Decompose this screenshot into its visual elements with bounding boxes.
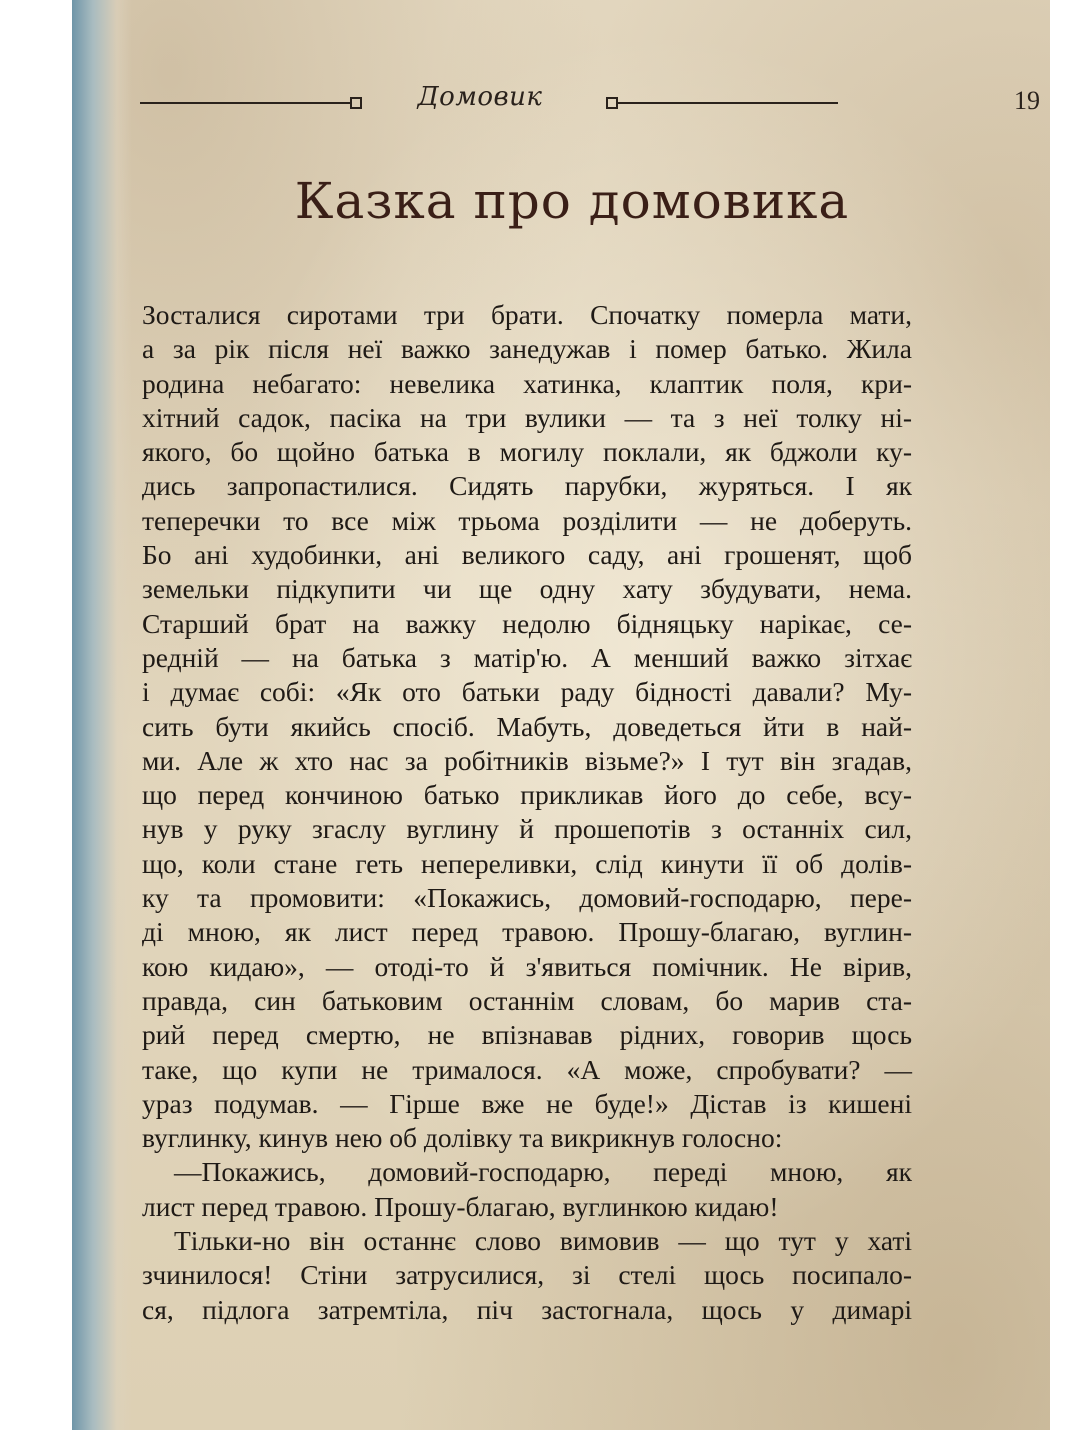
text-line: родина небагато: невелика хатинка, клаптик поля, кри- [142,367,912,399]
text-line: і думає собі: «Як ото батьки раду бідності давали? Му- [142,676,912,708]
text-line: —Покажись, домовий-господарю, переді мною, як [174,1156,912,1188]
text-line: що, коли стане геть непереливки, слід кинути її об долів- [142,847,912,879]
text-line: кою кидаю», — отоді-то й з'явиться помічник. Не вірив, [142,950,912,982]
page-spine-edge [72,0,132,1430]
text-line: рий перед смертю, не впізнавав рідних, говорив щось [142,1019,912,1051]
text-line: сить бути якийсь спосіб. Мабуть, доведеться йти в най- [142,710,912,742]
header-rule-left [140,102,350,104]
text-line: вуглинку, кинув нею об долівку та викрикнув голосно: [142,1122,783,1154]
text-line: редній — на батька з матір'ю. А менший важко зітхає [142,641,912,673]
text-line: дись запропастилися. Сидять парубки, журяться. І як [142,470,912,502]
text-line: ку та промовити: «Покажись, домовий-господарю, пере- [142,882,912,914]
text-line: Бо ані худобинки, ані великого саду, ані грошенят, щоб [142,539,912,571]
text-line: якого, бо щойно батька в могилу поклали, як бджоли ку- [142,436,912,468]
text-line: теперечки то все між трьома розділити — не доберуть. [142,504,912,536]
header-rule-cap-left [350,97,362,109]
running-head [140,80,1040,128]
text-line: хітний садок, пасіка на три вулики — та з неї толку ні- [142,401,912,433]
chapter-title: Казка про домовика [294,172,850,230]
text-line: Зосталися сиротами три брати. Спочатку померла мати, [142,299,912,330]
text-line: ураз подумав. — Гірше вже не буде!» Дістав із кишені [142,1087,912,1119]
text-line: зчинилося! Стіни затрусилися, зі стелі щось посипало- [142,1259,912,1291]
text-line: Тільки-но він останнє слово вимовив — що тут у хаті [174,1225,912,1257]
text-line: що перед кончиною батько прикликав його до себе, всу- [142,779,912,811]
page-number: 19 [1014,86,1040,115]
body-text [142,298,912,1327]
text-line: Старший брат на важку недолю бідняцьку нарікає, се- [142,607,912,639]
header-rule-right [618,102,838,104]
text-line: а за рік після неї важко занедужав і помер батько. Жила [142,333,912,365]
running-head-title: Домовик [417,82,543,112]
text-line: ді мною, як лист перед травою. Прошу-благаю, вуглин- [142,916,912,948]
text-line: нув у руку згаслу вуглину й прошепотів з останніх сил, [142,813,912,845]
text-line: земельки підкупити чи ще одну хату збудувати, нема. [142,573,912,605]
text-line: лист перед травою. Прошу-благаю, вуглинкою кидаю! [142,1190,779,1222]
text-line: таке, що купи не трималося. «А може, спробувати? — [142,1053,912,1085]
text-line: ся, підлога затремтіла, піч застогнала, щось у димарі [142,1293,912,1325]
text-line: правда, син батьковим останнім словам, бо марив ста- [142,984,912,1016]
text-line: ми. Але ж хто нас за робітників візьме?» І тут він згадав, [142,744,912,776]
book-page [72,0,1050,1430]
header-rule-cap-right [606,97,618,109]
